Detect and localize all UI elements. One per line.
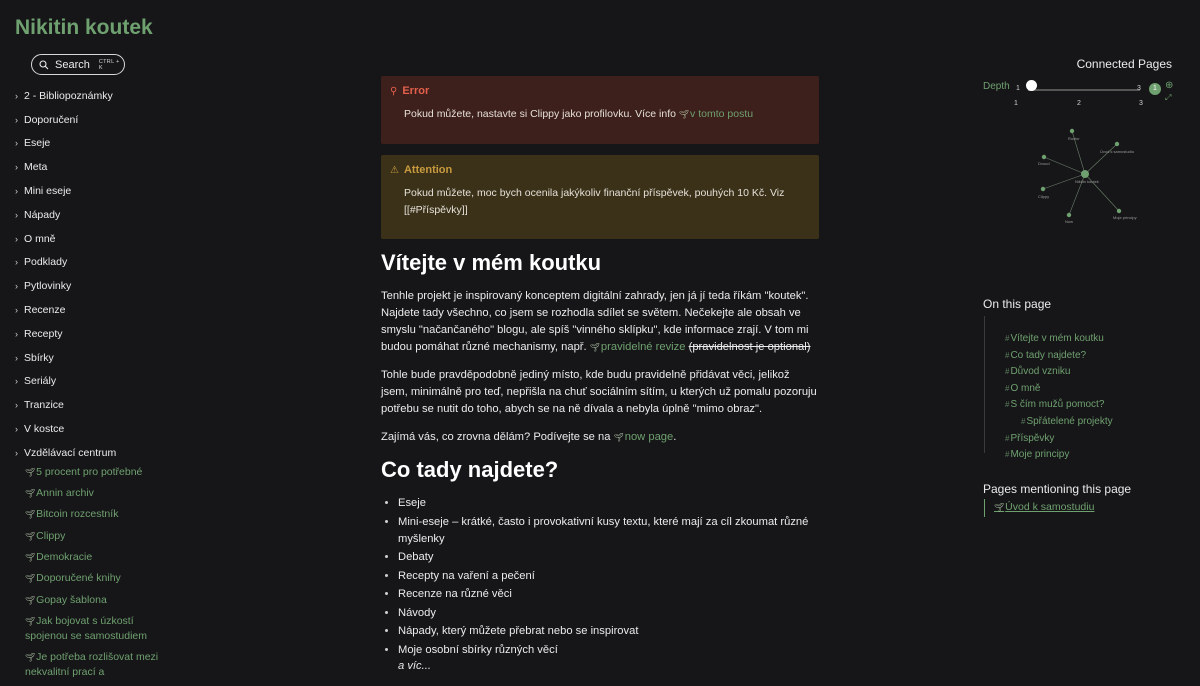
graph-node bbox=[1067, 213, 1071, 217]
error-post-link[interactable]: v tomto postu bbox=[690, 108, 754, 120]
error-body-text: Pokud můžete, nastavte si Clippy jako profilovku. Více info bbox=[404, 108, 679, 120]
hash-icon: # bbox=[1021, 416, 1026, 426]
toc-item-label: Důvod vzniku bbox=[1010, 366, 1071, 378]
graph-node-label: Nikitin koutek bbox=[1075, 179, 1099, 184]
explorer-folder-label: Vzdělávací centrum bbox=[24, 446, 117, 459]
depth-min: 1 bbox=[1016, 85, 1020, 92]
backlinks-list bbox=[984, 499, 1094, 517]
graph-node-label: Moje principy bbox=[1113, 215, 1137, 220]
explorer-page-link[interactable] bbox=[25, 486, 160, 501]
sprout-icon: 🌱︎ bbox=[25, 510, 36, 520]
explorer-page-link[interactable] bbox=[25, 593, 160, 608]
backlinks-title: Pages mentioning this page bbox=[983, 482, 1132, 496]
list-item: • Moje osobní sbírky různých věcí bbox=[398, 642, 819, 659]
depth-tick: 3 bbox=[1139, 100, 1143, 107]
paragraph-social: Tohle bude pravděpodobně jediný místo, kde budu pravidelně přidávat věci, jelikož jsem, minimálně pro teď, nepřišla na chuť sociálním sítím, u kterých už pomalu pozoruju potřebu se nutit do toho, abych se na ně dívala a nebyla úplně "mimo obraz". bbox=[381, 369, 817, 415]
graph-node-label: Clippy bbox=[1038, 194, 1050, 199]
left-sidebar bbox=[0, 0, 300, 679]
explorer-folder-label: Nápady bbox=[24, 208, 61, 221]
explorer-folder[interactable] bbox=[15, 417, 295, 441]
explorer-folder[interactable] bbox=[15, 132, 295, 156]
chevron-right-icon: › bbox=[15, 400, 18, 411]
explorer-folder-label: Eseje bbox=[24, 137, 51, 150]
hash-icon: # bbox=[1005, 383, 1010, 393]
graph-node-label: Rovlor bbox=[1068, 136, 1080, 141]
site-title[interactable]: Nikitin koutek bbox=[15, 16, 153, 39]
explorer-folder-label: Recenze bbox=[24, 304, 66, 317]
hash-icon: # bbox=[1005, 400, 1010, 410]
attention-callout-body: Pokud můžete, moc bych ocenila jakýkoliv finanční příspěvek, pouhých 10 Kč. Viz [[#Příspěvky]] bbox=[404, 187, 785, 216]
error-callout-body bbox=[390, 106, 810, 124]
list-item: • Eseje bbox=[398, 495, 819, 512]
explorer-folder-label: Mini eseje bbox=[24, 185, 72, 198]
graph-node-label: Úvod k samostudiu bbox=[1100, 149, 1135, 154]
chevron-right-icon: › bbox=[15, 233, 18, 244]
graph-node bbox=[1115, 142, 1119, 146]
explorer-folder[interactable] bbox=[15, 179, 295, 203]
toc-item[interactable] bbox=[1005, 331, 1174, 348]
explorer-folder-label: Podklady bbox=[24, 256, 68, 269]
explorer-folder[interactable] bbox=[15, 441, 295, 465]
graph-title: Connected Pages bbox=[1076, 57, 1172, 71]
toc-item-label: O mně bbox=[1010, 382, 1041, 394]
explorer-page-label: Jak bojovat s úzkostí spojenou se samostudiem bbox=[25, 614, 147, 642]
hash-icon: # bbox=[1005, 433, 1010, 443]
toc-item[interactable] bbox=[1005, 397, 1174, 414]
hash-icon: # bbox=[1005, 450, 1010, 460]
paragraph-intro-text: Tenhle projekt je inspirovaný konceptem digitální zahrady, jen já jí teda říkám "koutek". Najdete tady všechno, co jsem se rozhodla sdílet se světem. Nečekejte ale obsah ve smyslu "načančaného" blogu, ale spíš "vinného sklípku", kde informace zrají. V tom mi budou pomáhat různé mechanismy, např. bbox=[381, 290, 809, 353]
explorer-page-label: Doporučené knihy bbox=[36, 572, 121, 585]
sprout-icon: 🌱︎ bbox=[25, 616, 36, 626]
list-item: • Recepty na vaření a pečení bbox=[398, 568, 819, 585]
explorer-folder[interactable] bbox=[15, 203, 295, 227]
explorer-page-label: Gopay šablona bbox=[36, 593, 107, 606]
explorer-folder-label: V kostce bbox=[24, 423, 65, 436]
explorer-folder[interactable] bbox=[15, 108, 295, 132]
graph-node-label: Dvoud bbox=[1038, 161, 1050, 166]
table-of-contents bbox=[984, 316, 1174, 461]
explorer-folder[interactable] bbox=[15, 251, 295, 275]
chevron-right-icon: › bbox=[15, 305, 18, 316]
explorer-folder[interactable] bbox=[15, 370, 295, 394]
toc-item[interactable] bbox=[1005, 431, 1174, 448]
toc-item-label: S čím mužů pomoct? bbox=[1010, 399, 1105, 411]
paragraph-now bbox=[381, 429, 819, 446]
sprout-icon: 🌱︎ bbox=[25, 595, 36, 605]
list-item: • Debaty bbox=[398, 549, 819, 566]
toc-title: On this page bbox=[983, 297, 1052, 311]
chevron-right-icon: › bbox=[15, 90, 18, 101]
sprout-icon: 🌱︎ bbox=[613, 433, 624, 442]
sprout-icon: 🌱︎ bbox=[25, 653, 36, 663]
attention-callout-title bbox=[390, 164, 810, 176]
list-item: • Recenze na různé věci bbox=[398, 586, 819, 603]
backlink-item[interactable]: Úvod k samostudiu bbox=[1005, 501, 1095, 513]
sprout-icon: 🌱︎ bbox=[25, 467, 36, 477]
article bbox=[381, 76, 819, 672]
attention-title-text: Attention bbox=[403, 164, 453, 176]
heading-what-find: Co tady najdete? bbox=[381, 457, 559, 482]
error-icon: ⚲ bbox=[390, 85, 398, 97]
paragraph-now-end: . bbox=[673, 431, 677, 443]
warning-icon: ⚠ bbox=[390, 164, 399, 176]
explorer-folder[interactable] bbox=[15, 393, 295, 417]
explorer-folder-label: Meta bbox=[24, 161, 48, 174]
graph-node-label: Now bbox=[1065, 219, 1074, 224]
revisions-link[interactable]: pravidelné revize bbox=[600, 341, 686, 353]
explorer-folder-label: Sbírky bbox=[24, 351, 54, 364]
explorer-folder[interactable] bbox=[15, 346, 295, 370]
explorer-page-link[interactable] bbox=[25, 650, 160, 680]
sprout-icon: 🌱︎ bbox=[589, 343, 600, 352]
sprout-icon: 🌱︎ bbox=[25, 489, 36, 499]
explorer-page-label: 5 procent pro potřebné bbox=[36, 465, 143, 478]
sprout-icon: 🌱︎ bbox=[25, 531, 36, 541]
explorer-folder-label: Tranzice bbox=[24, 399, 64, 412]
explorer bbox=[15, 84, 295, 686]
toc-item-label: Příspěvky bbox=[1010, 432, 1055, 444]
sprout-icon: 🌱︎ bbox=[994, 503, 1005, 512]
explorer-folder[interactable] bbox=[15, 84, 295, 108]
explorer-page-label: Je potřeba rozlišovat mezi nekvalitní prací a bbox=[25, 651, 159, 679]
explorer-page-link[interactable] bbox=[25, 507, 160, 522]
explorer-folder-label: Seriály bbox=[24, 375, 57, 388]
graph-node bbox=[1042, 155, 1046, 159]
list-item: • Mini-eseje – krátké, často i provokativní kusy textu, které mají za cíl zkoumat různé myšlenky bbox=[398, 514, 819, 548]
error-title-text: Error bbox=[402, 85, 430, 97]
explorer-folder[interactable] bbox=[15, 155, 295, 179]
explorer-folder-label: Recepty bbox=[24, 327, 63, 340]
explorer-folder-label: O mně bbox=[24, 232, 56, 245]
explorer-subitems bbox=[15, 465, 295, 680]
explorer-folder[interactable] bbox=[15, 274, 295, 298]
search-button[interactable] bbox=[31, 54, 125, 75]
explorer-folder[interactable] bbox=[15, 227, 295, 251]
graph-node bbox=[1070, 129, 1074, 133]
explorer-page-label: Bitcoin rozcestník bbox=[36, 508, 119, 521]
content-list bbox=[381, 495, 819, 659]
hash-icon: # bbox=[1005, 367, 1010, 377]
chevron-right-icon: › bbox=[15, 328, 18, 339]
explorer-page-link[interactable] bbox=[25, 614, 160, 644]
toc-item-label: Vítejte v mém koutku bbox=[1010, 333, 1104, 344]
search-label: Search bbox=[55, 58, 90, 71]
depth-value-badge: 1 bbox=[1149, 83, 1161, 95]
depth-slider-knob[interactable] bbox=[1026, 80, 1037, 91]
chevron-right-icon: › bbox=[15, 376, 18, 387]
toc-item[interactable] bbox=[1005, 447, 1174, 464]
explorer-page-label: Annin archiv bbox=[36, 487, 94, 500]
error-callout-title bbox=[390, 85, 810, 97]
error-callout bbox=[381, 76, 819, 144]
explorer-page-label: Clippy bbox=[36, 529, 66, 542]
paragraph-intro bbox=[381, 288, 819, 356]
toc-item[interactable] bbox=[1005, 364, 1174, 381]
more-text: a víc... bbox=[398, 660, 431, 672]
explorer-page-link[interactable] bbox=[25, 550, 160, 565]
paragraph-now-text: Zajímá vás, co zrovna dělám? Podívejte se na bbox=[381, 431, 614, 443]
chevron-right-icon: › bbox=[15, 186, 18, 197]
depth-slider-track[interactable] bbox=[1028, 89, 1140, 91]
explorer-folder[interactable] bbox=[15, 298, 295, 322]
toc-item[interactable] bbox=[1005, 348, 1174, 365]
toc-item-label: Co tady najdete? bbox=[1010, 349, 1087, 361]
list-item: • Návody bbox=[398, 605, 819, 622]
toc-item-label: Spřátelené projekty bbox=[1026, 415, 1113, 427]
explorer-folder-label: 2 - Bibliopoznámky bbox=[24, 89, 113, 102]
depth-label: Depth bbox=[983, 81, 1010, 92]
chevron-right-icon: › bbox=[15, 424, 18, 435]
search-icon bbox=[39, 60, 49, 70]
strikethrough-note: (pravidelnost je optional) bbox=[688, 341, 811, 353]
globe-icon[interactable]: ⊕ bbox=[1165, 80, 1174, 91]
expand-icon[interactable]: ⤢ bbox=[1165, 93, 1172, 102]
graph-node bbox=[1117, 209, 1121, 213]
hash-icon: # bbox=[1005, 350, 1010, 360]
toc-item-label: Moje principy bbox=[1010, 449, 1070, 461]
graph-node-current bbox=[1081, 170, 1089, 178]
depth-ticks bbox=[983, 100, 1178, 110]
toc-item[interactable] bbox=[1005, 414, 1174, 431]
attention-callout bbox=[381, 155, 819, 239]
explorer-page-link[interactable] bbox=[25, 465, 160, 480]
explorer-page-label: Demokracie bbox=[36, 550, 93, 563]
depth-max: 3 bbox=[1137, 85, 1141, 92]
search-shortcut: CTRL + K bbox=[98, 58, 120, 71]
sprout-icon: 🌱︎ bbox=[25, 552, 36, 562]
chevron-right-icon: › bbox=[15, 281, 18, 292]
now-page-link[interactable]: now page bbox=[624, 431, 674, 443]
sprout-icon: 🌱︎ bbox=[678, 110, 690, 119]
explorer-folder[interactable] bbox=[15, 322, 295, 346]
explorer-page-link[interactable] bbox=[25, 571, 160, 586]
depth-tick: 2 bbox=[1077, 100, 1081, 107]
heading-welcome: Vítejte v mém koutku bbox=[381, 250, 602, 275]
graph-canvas[interactable] bbox=[1023, 118, 1143, 233]
chevron-right-icon: › bbox=[15, 138, 18, 149]
depth-tick: 1 bbox=[1014, 100, 1018, 107]
sprout-icon: 🌱︎ bbox=[25, 574, 36, 584]
toc-item[interactable] bbox=[1005, 381, 1174, 398]
chevron-right-icon: › bbox=[15, 257, 18, 268]
explorer-folder-label: Pytlovinky bbox=[24, 280, 72, 293]
chevron-right-icon: › bbox=[15, 447, 18, 458]
chevron-right-icon: › bbox=[15, 352, 18, 363]
chevron-right-icon: › bbox=[15, 209, 18, 220]
list-item: • Nápady, který můžete přebrat nebo se inspirovat bbox=[398, 623, 819, 640]
explorer-folder-label: Doporučení bbox=[24, 113, 79, 126]
hash-icon: # bbox=[1005, 334, 1010, 343]
chevron-right-icon: › bbox=[15, 162, 18, 173]
depth-control bbox=[983, 80, 1178, 100]
right-sidebar bbox=[983, 0, 1183, 675]
graph-node bbox=[1041, 187, 1045, 191]
explorer-page-link[interactable] bbox=[25, 529, 160, 544]
chevron-right-icon: › bbox=[15, 114, 18, 125]
